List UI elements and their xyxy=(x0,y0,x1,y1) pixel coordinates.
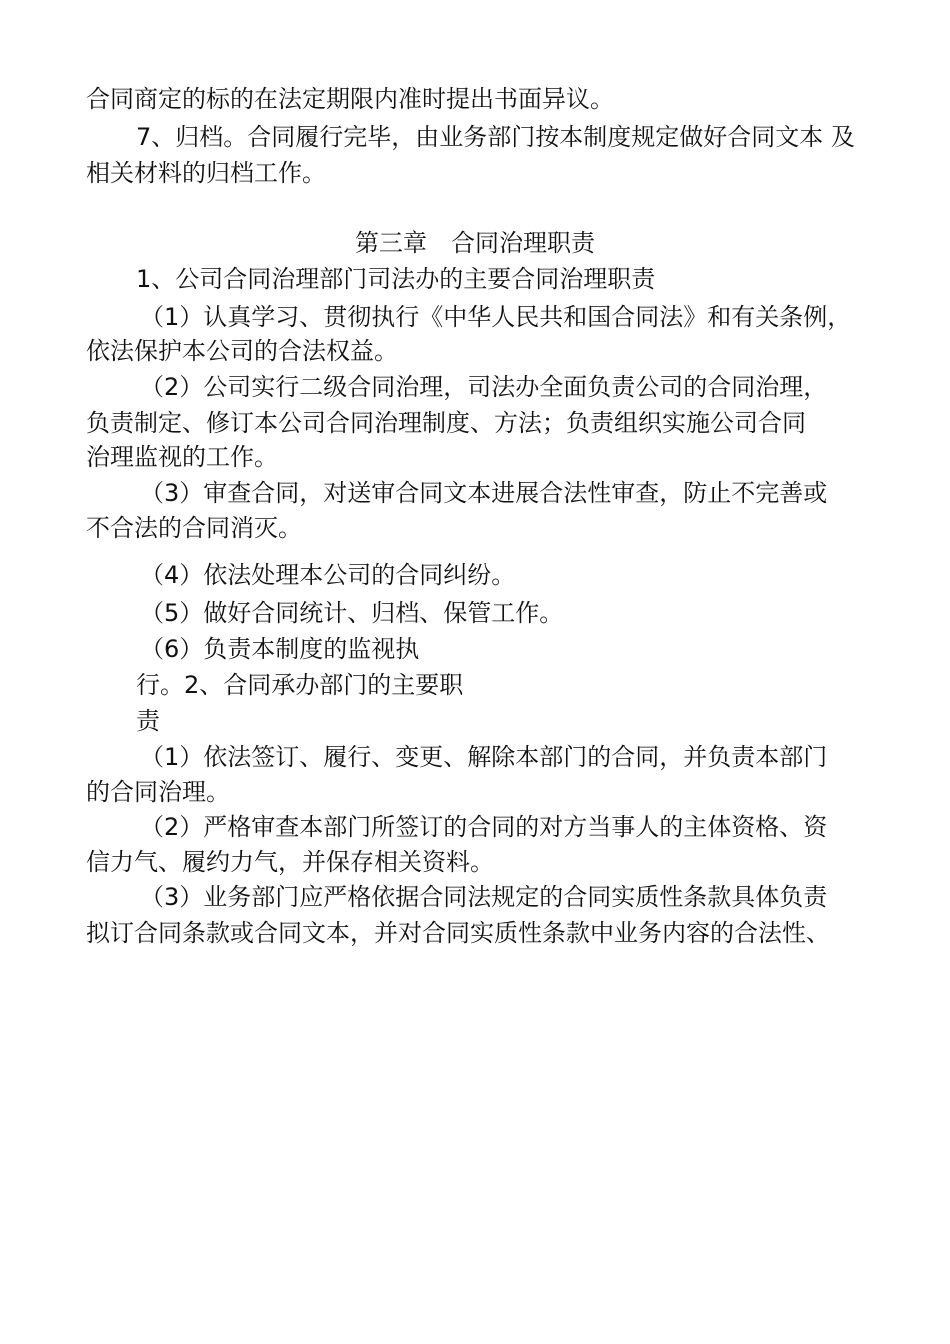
text-line-22: （3）业务部门应严格依据合同法规定的合同实质性条款具体负责 xyxy=(140,883,828,911)
text-line-17: 责 xyxy=(136,707,160,735)
text-line-16: 行。2、合同承办部门的主要职 xyxy=(136,671,464,699)
text-line-3: 相关材料的归档工作。 xyxy=(86,159,326,187)
text-line-15: （6）负责本制度的监视执 xyxy=(140,635,420,663)
text-line-2: 7、归档。合同履行完毕，由业务部门按本制度规定做好合同文本 及 xyxy=(136,123,855,151)
text-line-21: 信力气、履约力气，并保存相关资料。 xyxy=(86,848,494,876)
text-line-18: （1）依法签订、履行、变更、解除本部门的合同，并负责本部门 xyxy=(140,743,828,771)
chapter-heading: 第三章 合同治理职责 xyxy=(355,229,595,257)
text-line-23: 拟订合同条款或合同文本，并对合同实质性条款中业务内容的合法性、 xyxy=(86,919,830,947)
text-line-10: 治理监视的工作。 xyxy=(86,443,278,471)
text-line-19: 的合同治理。 xyxy=(86,778,230,806)
text-line-1: 合同商定的标的在法定期限内准时提出书面异议。 xyxy=(86,85,614,113)
text-line-14: （5）做好合同统计、归档、保管工作。 xyxy=(140,599,564,627)
text-line-7: 依法保护本公司的合法权益。 xyxy=(86,337,398,365)
text-line-11: （3）审查合同，对送审合同文本进展合法性审查，防止不完善或 xyxy=(140,479,828,507)
text-line-20: （2）严格审查本部门所签订的合同的对方当事人的主体资格、资 xyxy=(140,813,828,841)
text-line-9: 负责制定、修订本公司合同治理制度、方法；负责组织实施公司合同 xyxy=(86,409,806,437)
text-line-13: （4）依法处理本公司的合同纠纷。 xyxy=(140,561,516,589)
section-heading-1: 1、公司合同治理部门司法办的主要合同治理职责 xyxy=(136,265,656,293)
text-line-8: （2）公司实行二级合同治理，司法办全面负责公司的合同治理， xyxy=(140,373,828,401)
text-line-12: 不合法的合同消灭。 xyxy=(86,514,302,542)
text-line-6: （1）认真学习、贯彻执行《中华人民共和国合同法》和有关条例， xyxy=(140,303,852,331)
